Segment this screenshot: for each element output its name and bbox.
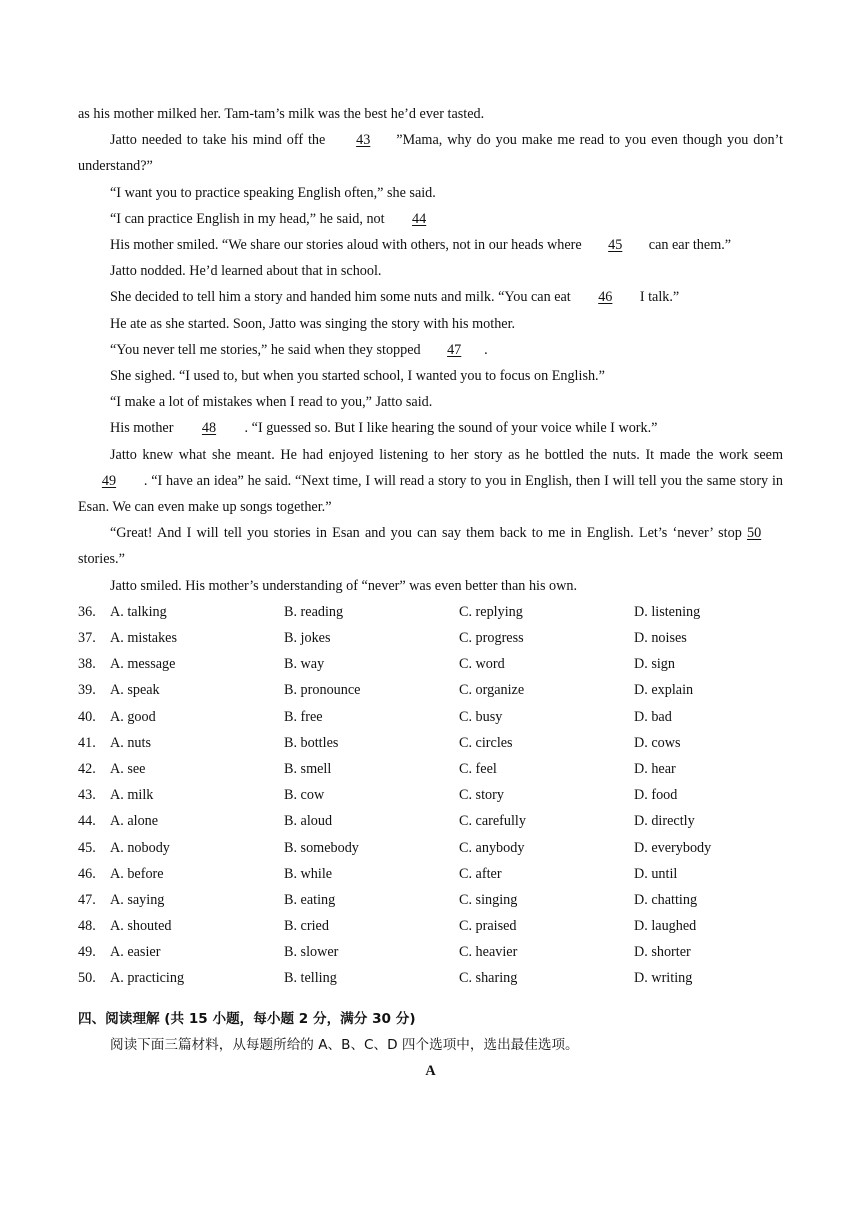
option-d: D. chatting <box>634 891 698 908</box>
passage-paragraph: Jatto nodded. He’d learned about that in school. <box>110 263 382 280</box>
option-row <box>78 913 783 939</box>
question-number: 39. <box>78 682 96 699</box>
option-c: C. progress <box>459 630 524 647</box>
question-number: 41. <box>78 734 96 751</box>
option-a: A. alone <box>110 813 159 830</box>
option-d: D. hear <box>634 760 676 777</box>
option-d: D. listening <box>634 603 701 620</box>
option-a: A. message <box>110 656 176 673</box>
question-number: 46. <box>78 865 96 882</box>
option-c: C. word <box>459 656 505 673</box>
option-b: B. cried <box>284 918 329 935</box>
option-row <box>78 782 783 808</box>
passage-paragraph: “Great! And I will tell you stories in Esan and you can say them back to me in English. Let’s ‘never’ stop 50 stories.” <box>78 520 783 572</box>
option-row <box>78 861 783 887</box>
passage-paragraph: He ate as she started. Soon, Jatto was singing the story with his mother. <box>110 315 516 332</box>
section-title: 四、阅读理解 (共 15 小题，每小题 2 分，满分 30 分) <box>78 1010 416 1027</box>
blank-50: 50 <box>747 525 762 542</box>
option-c: C. anybody <box>459 839 525 856</box>
option-d: D. until <box>634 865 678 882</box>
passage-paragraph: His mother smiled. “We share our stories aloud with others, not in our heads where 45 can ear them.” <box>78 232 783 258</box>
blank-49: 49 <box>101 472 117 489</box>
option-a: A. good <box>110 708 156 725</box>
blank-43: 43 <box>356 132 371 149</box>
option-b: B. eating <box>284 891 336 908</box>
question-number: 40. <box>78 708 96 725</box>
option-b: B. aloud <box>284 813 333 830</box>
exam-page <box>78 101 783 1084</box>
option-a: A. speak <box>110 682 160 699</box>
question-number: 47. <box>78 891 96 908</box>
option-a: A. see <box>110 760 146 777</box>
option-d: D. bad <box>634 708 672 725</box>
question-number: 42. <box>78 760 96 777</box>
option-d: D. noises <box>634 630 687 647</box>
option-d: D. everybody <box>634 839 712 856</box>
option-row <box>78 808 783 834</box>
option-b: B. reading <box>284 603 344 620</box>
option-c: C. circles <box>459 734 513 751</box>
question-number: 44. <box>78 813 96 830</box>
question-number: 48. <box>78 918 96 935</box>
question-number: 38. <box>78 656 96 673</box>
option-row <box>78 599 783 625</box>
option-row <box>78 887 783 913</box>
option-c: C. replying <box>459 603 523 620</box>
option-c: C. sharing <box>459 970 518 987</box>
option-b: B. free <box>284 708 323 725</box>
option-a: A. before <box>110 865 164 882</box>
option-d: D. cows <box>634 734 681 751</box>
blank-47: 47 <box>447 341 462 358</box>
option-b: B. way <box>284 656 325 673</box>
option-a: A. shouted <box>110 918 172 935</box>
blank-46: 46 <box>598 289 613 306</box>
passage-paragraph: She sighed. “I used to, but when you started school, I wanted you to focus on English.” <box>110 368 605 385</box>
option-c: C. busy <box>459 708 503 725</box>
passage-paragraph: Jatto needed to take his mind off the 43 ”Mama, why do you make me read to you even though you don’t understand?” <box>78 127 783 179</box>
option-row <box>78 704 783 730</box>
option-b: B. jokes <box>284 630 331 647</box>
option-d: D. directly <box>634 813 695 830</box>
blank-44: 44 <box>412 210 427 227</box>
option-b: B. telling <box>284 970 337 987</box>
passage-paragraph: “I make a lot of mistakes when I read to you,” Jatto said. <box>110 394 433 411</box>
option-a: A. mistakes <box>110 630 177 647</box>
passage-paragraph: “You never tell me stories,” he said when they stopped 47 . <box>78 337 783 363</box>
option-d: D. explain <box>634 682 694 699</box>
option-c: C. praised <box>459 918 517 935</box>
option-b: B. smell <box>284 760 332 777</box>
option-a: A. easier <box>110 944 161 961</box>
option-b: B. pronounce <box>284 682 361 699</box>
option-row <box>78 965 783 991</box>
passage-paragraph: Jatto knew what she meant. He had enjoyed listening to her story as he bottled the nuts. It made the work seem 49 . “I have an idea” he said. “Next time, I will read a story to you in English, then I will tell you the same story in Esan. We can even make up songs together.” <box>78 446 783 516</box>
option-b: B. cow <box>284 787 325 804</box>
section-instruction: 阅读下面三篇材料，从每题所给的 A、B、C、D 四个选项中，选出最佳选项。 <box>110 1036 579 1053</box>
option-c: C. heavier <box>459 944 518 961</box>
option-a: A. talking <box>110 603 167 620</box>
option-c: C. singing <box>459 891 518 908</box>
option-d: D. food <box>634 787 678 804</box>
question-number: 50. <box>78 970 96 987</box>
question-number: 37. <box>78 630 96 647</box>
option-a: A. nuts <box>110 734 151 751</box>
question-number: 45. <box>78 839 96 856</box>
passage-paragraph: His mother 48 . “I guessed so. But I like hearing the sound of your voice while I work.” <box>78 415 783 441</box>
option-c: C. feel <box>459 760 497 777</box>
question-number: 36. <box>78 603 96 620</box>
question-number: 49. <box>78 944 96 961</box>
option-row <box>78 677 783 703</box>
passage-line: as his mother milked her. Tam-tam’s milk was the best he’d ever tasted. <box>78 106 485 122</box>
option-row <box>78 835 783 861</box>
blank-45: 45 <box>608 237 623 253</box>
option-row <box>78 939 783 965</box>
option-row <box>78 730 783 756</box>
option-a: A. practicing <box>110 970 185 987</box>
option-b: B. somebody <box>284 839 359 856</box>
option-d: D. sign <box>634 656 675 673</box>
option-b: B. bottles <box>284 734 339 751</box>
option-row <box>78 651 783 677</box>
option-a: A. saying <box>110 891 165 908</box>
question-number: 43. <box>78 787 96 804</box>
passage-part-label: A <box>425 1063 436 1080</box>
option-a: A. nobody <box>110 839 170 856</box>
passage-paragraph: “I want you to practice speaking English often,” she said. <box>110 184 436 201</box>
option-c: C. organize <box>459 682 525 699</box>
option-d: D. laughed <box>634 918 697 935</box>
option-b: B. slower <box>284 944 339 961</box>
passage-paragraph: Jatto smiled. His mother’s understanding of “never” was even better than his own. <box>110 577 578 594</box>
blank-48: 48 <box>201 420 217 437</box>
option-a: A. milk <box>110 787 154 804</box>
option-row <box>78 756 783 782</box>
option-row <box>78 625 783 651</box>
option-d: D. shorter <box>634 944 691 961</box>
option-c: C. story <box>459 787 504 804</box>
option-c: C. after <box>459 865 502 882</box>
option-c: C. carefully <box>459 813 526 830</box>
option-d: D. writing <box>634 970 693 987</box>
options-table <box>78 599 783 992</box>
passage-paragraph: She decided to tell him a story and handed him some nuts and milk. “You can eat 46 I talk.” <box>78 284 783 310</box>
option-b: B. while <box>284 865 333 882</box>
passage-paragraph: “I can practice English in my head,” he said, not 44 <box>78 206 783 232</box>
